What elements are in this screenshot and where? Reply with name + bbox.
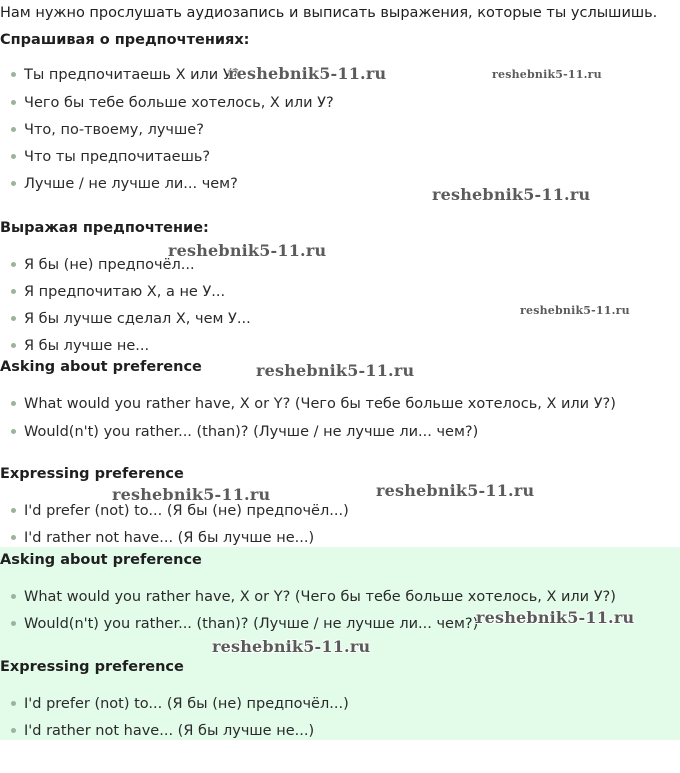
list-item: Я бы лучше не... xyxy=(11,338,149,354)
watermark: reshebnik5-11.ru xyxy=(256,361,415,380)
list-item: Я бы (не) предпочёл... xyxy=(11,257,195,273)
list-item: I'd prefer (not) to... (Я бы (не) предпочёл...) xyxy=(11,503,349,519)
watermark: reshebnik5-11.ru xyxy=(168,241,327,260)
watermark: reshebnik5-11.ru xyxy=(228,64,387,83)
bullet-icon xyxy=(11,154,16,159)
bullet-icon xyxy=(11,262,16,267)
bullet-icon xyxy=(11,594,16,599)
list-item: I'd rather not have... (Я бы лучше не...) xyxy=(11,723,314,739)
bullet-icon xyxy=(11,100,16,105)
watermark: reshebnik5-11.ru xyxy=(432,185,591,204)
heading-en-expressing-1: Expressing preference xyxy=(0,466,184,482)
bullet-icon xyxy=(11,429,16,434)
list-item: Что, по-твоему, лучше? xyxy=(11,122,204,138)
list-item: What would you rather have, X or Y? (Чего бы тебе больше хотелось, X или У?) xyxy=(11,589,616,605)
list-item: Что ты предпочитаешь? xyxy=(11,149,210,165)
watermark: reshebnik5-11.ru xyxy=(212,637,371,656)
list-item: Would(n't) you rather... (than)? (Лучше / не лучше ли... чем?) xyxy=(11,424,478,440)
list-item: What would you rather have, X or Y? (Чего бы тебе больше хотелось, X или У?) xyxy=(11,396,616,412)
heading-ru-expressing: Выражая предпочтение: xyxy=(0,220,209,236)
intro-text: Нам нужно прослушать аудиозапись и выписать выражения, которые ты услышишь. xyxy=(0,5,658,21)
heading-ru-asking: Спрашивая о предпочтениях: xyxy=(0,32,250,48)
list-item: Would(n't) you rather... (than)? (Лучше / не лучше ли... чем?) xyxy=(11,616,478,632)
list-item: Лучше / не лучше ли... чем? xyxy=(11,176,238,192)
list-item: Я бы лучше сделал X, чем У... xyxy=(11,311,251,327)
list-item: Чего бы тебе больше хотелось, X или У? xyxy=(11,95,334,111)
watermark: reshebnik5-11.ru xyxy=(376,481,535,500)
heading-en-asking-2: Asking about preference xyxy=(0,552,202,568)
list-item: I'd prefer (not) to... (Я бы (не) предпочёл...) xyxy=(11,696,349,712)
bullet-icon xyxy=(11,728,16,733)
list-item: Я предпочитаю X, а не У... xyxy=(11,284,225,300)
bullet-icon xyxy=(11,316,16,321)
bullet-icon xyxy=(11,181,16,186)
list-item: I'd rather not have... (Я бы лучше не...) xyxy=(11,530,314,546)
heading-en-expressing-2: Expressing preference xyxy=(0,659,184,675)
bullet-icon xyxy=(11,621,16,626)
watermark: reshebnik5-11.ru xyxy=(520,304,630,317)
watermark: reshebnik5-11.ru xyxy=(476,608,635,627)
watermark: reshebnik5-11.ru xyxy=(112,485,271,504)
bullet-icon xyxy=(11,343,16,348)
bullet-icon xyxy=(11,535,16,540)
bullet-icon xyxy=(11,127,16,132)
heading-en-asking-1: Asking about preference xyxy=(0,359,202,375)
bullet-icon xyxy=(11,701,16,706)
list-item: Ты предпочитаешь X или У? xyxy=(11,67,239,83)
bullet-icon xyxy=(11,508,16,513)
bullet-icon xyxy=(11,401,16,406)
bullet-icon xyxy=(11,289,16,294)
watermark: reshebnik5-11.ru xyxy=(492,68,602,81)
bullet-icon xyxy=(11,72,16,77)
